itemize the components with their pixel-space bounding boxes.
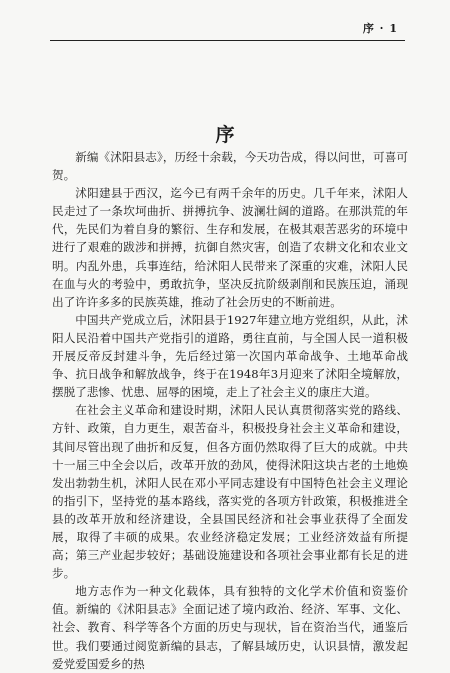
paragraph-3: 中国共产党成立后，沭阳县于1927年建立地方党组织，从此，沭阳人民沿着中国共产党指引的道路，勇往直前，与全国人民一道积极开展反帝反封建斗争，先后经过第一次国内革命战争、土地革命战争、抗日战争和解放战争，终于在1948年3月迎来了沭阳全境解放，摆脱了悲惨、忧患、屈辱的困境，走上了社会主义的康庄大道。 — [52, 312, 408, 400]
paragraph-2: 沭阳建县于西汉，迄今已有两千余年的历史。几千年来，沭阳人民走过了一条坎坷曲折、拼搏抗争、波澜壮阔的道路。在那洪荒的年代，先民们为着自身的繁衍、生存和发展，在极其艰苦恶劣的环境中进行了艰难的跋涉和拼搏，抗御自然灾害，创造了农耕文化和农业文明。内乱外患，兵事连结，给沭阳人民带来了深重的灾难，沭阳人民在血与火的考验中，勇敢抗争，坚决反抗阶级剥削和民族压迫，涌现出了许许多多的民族英雄，推动了社会历史的不断前进。 — [52, 186, 408, 309]
paragraph-4: 在社会主义革命和建设时期，沭阳人民认真贯彻落实党的路线、方针、政策，自力更生，艰苦奋斗，积极投身社会主义革命和建设，其间尽管出现了曲折和反复，但各方面仍然取得了巨大的成就。中共十一届三中全会以后，改革开放的劲风，使得沭阳这块古老的土地焕发出勃勃生机，沭阳人民在邓小平同志建设有中国特色社会主义理论的指引下，坚持党的基本路线，落实党的各项方针政策，积极推进全县的改革开放和经济建设，全县国民经济和社会事业获得了全面发展，取得了丰硕的成果。农业经济稳定发展；工业经济效益有所提高；第三产业起步较好；基础设施建设和各项社会事业都有长足的进步。 — [52, 403, 408, 581]
preface-body — [52, 148, 408, 673]
running-head: 序 · 1 — [362, 22, 398, 35]
paragraph-5: 地方志作为一种文化载体，具有独特的文化学术价值和资鉴价值。新编的《沭阳县志》全面记述了境内政治、经济、军事、文化、社会、教育、科学等各个方面的历史与现状，旨在资治当代，通鉴后世。我们要通过阅览新编的县志，了解县域历史，认识县情，激发起爱党爱国爱乡的热 — [52, 584, 408, 671]
header-rule — [50, 40, 405, 41]
paragraph-1: 新编《沭阳县志》，历经十余载，今天功告成，得以问世，可喜可贺。 — [52, 150, 408, 183]
page-title: 序 — [215, 124, 235, 146]
